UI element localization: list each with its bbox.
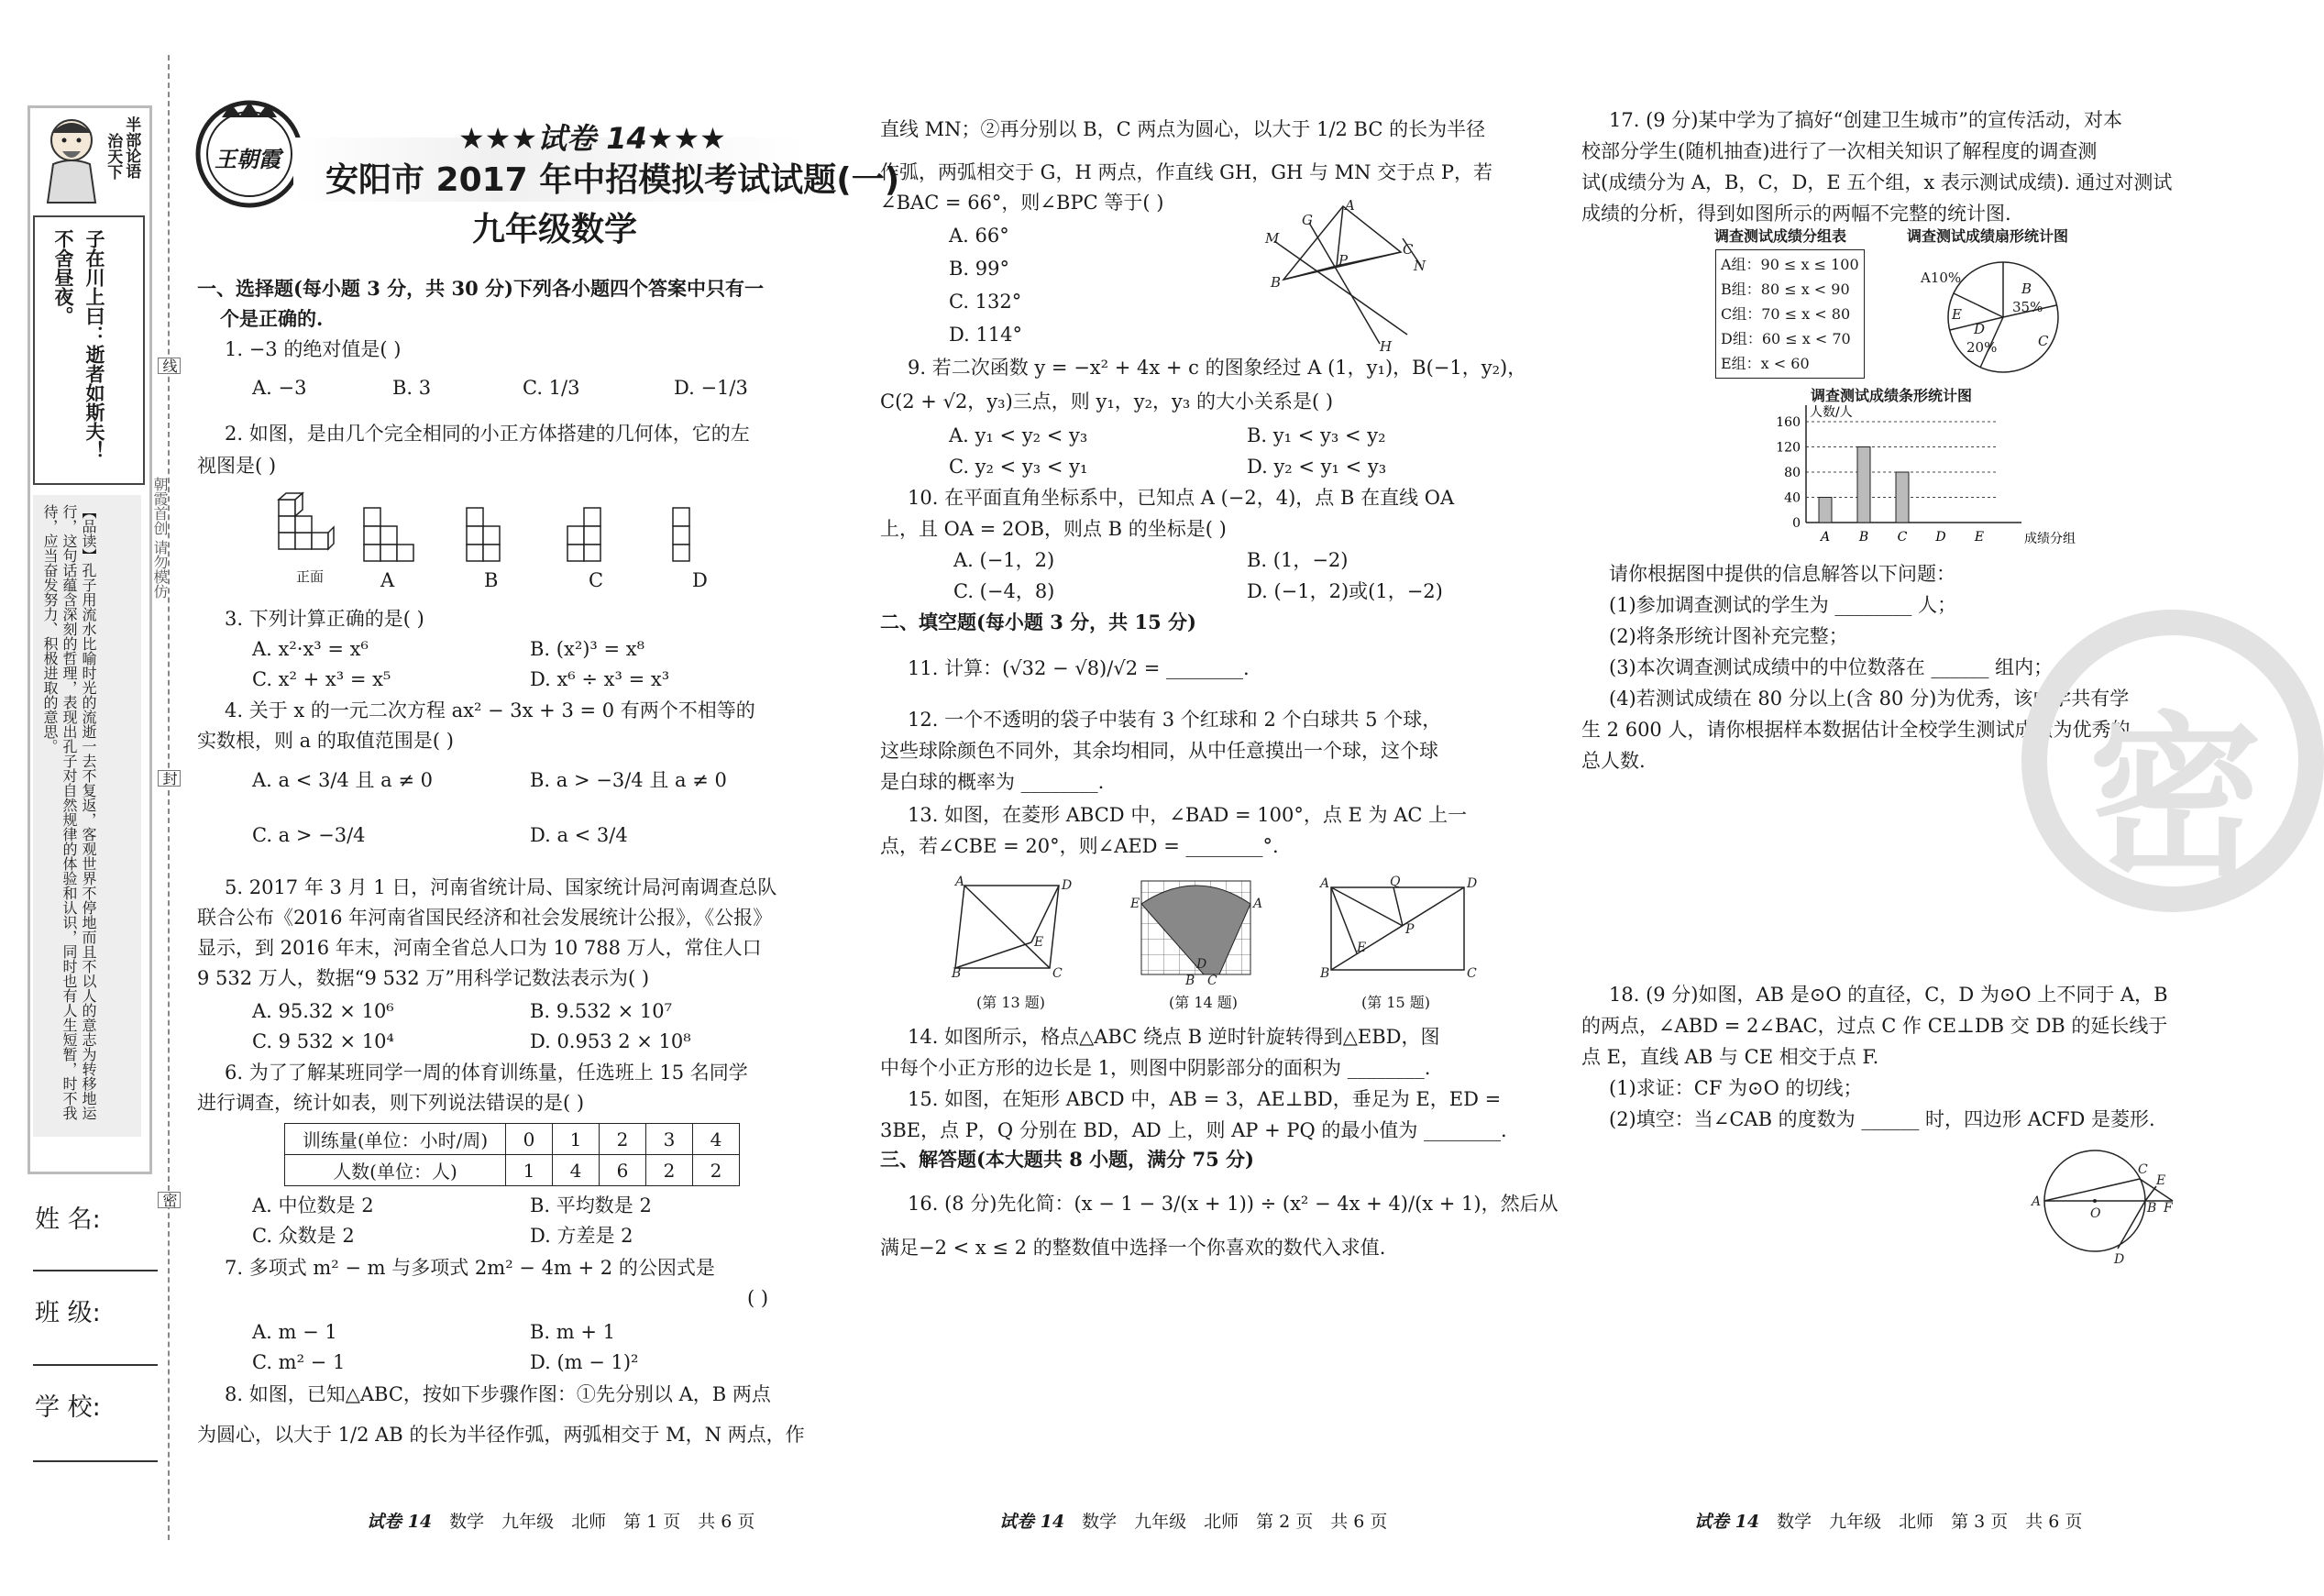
q5-opt-b: B. 9.532 × 10⁷ (530, 1000, 672, 1022)
q14-line2: 中每个小正方形的边长是 1，则图中阴影部分的面积为 ________. (880, 1057, 1431, 1079)
q11-text: 11. 计算：(√32 − √8)/√2 = ________. (908, 657, 1250, 679)
footer-paper-no: 试卷 14 (367, 1512, 433, 1532)
q1-opt-a: A. −3 (252, 377, 307, 399)
section-3-heading: 三、解答题(本大题共 8 小题，满分 75 分) (880, 1148, 1254, 1171)
pie-label-a: A10% (1921, 270, 1962, 286)
q6-cell: 2 (600, 1124, 646, 1155)
q1-opt-b: B. 3 (392, 377, 432, 399)
q10-opt-a: A. (−1，2) (953, 549, 1055, 571)
svg-text:A: A (2032, 1194, 2042, 1209)
svg-text:Q: Q (1390, 875, 1401, 889)
footer-paper-no: 试卷 14 (1694, 1512, 1760, 1532)
footer-page-1 (367, 1508, 754, 1533)
pie-label-b-pct: 35% (2012, 299, 2043, 315)
watermark-text: 密 (2088, 697, 2263, 899)
q3-opt-b: B. (x²)³ = x⁸ (530, 638, 645, 660)
footer-page-2 (999, 1508, 1387, 1533)
q2-label-c: C (589, 569, 604, 591)
section-2-heading: 二、填空题(每小题 3 分，共 15 分) (880, 611, 1196, 633)
group-table (1715, 249, 1865, 379)
q2-label-a: A (380, 569, 395, 591)
stars-left: ★★★ (458, 121, 538, 156)
svg-text:E: E (1130, 897, 1140, 911)
q2-option-d-figure (669, 506, 706, 567)
q2-text-cont: 视图是( ) (197, 455, 277, 477)
school-field[interactable] (33, 1460, 158, 1462)
q1-text: 1. −3 的绝对值是( ) (225, 338, 402, 360)
q6-cell: 3 (646, 1124, 693, 1155)
q5-line2: 联合公布《2016 年河南省国民经济和社会发展统计公报》，《公报》 (197, 907, 773, 929)
section-1-heading-cont: 个是正确的. (220, 307, 324, 330)
svg-text:E: E (2156, 1173, 2166, 1188)
q7-opt-b: B. m + 1 (530, 1321, 616, 1343)
q14-line1: 14. 如图所示，格点△ABC 绕点 B 逆时针旋转得到△EBD，图 (908, 1026, 1440, 1048)
seal-word-secret: 密 (158, 1192, 181, 1208)
bar-chart-title: 调查测试成绩条形统计图 (1811, 387, 1973, 404)
footer-text: 数学 九年级 北师 第 1 页 共 6 页 (449, 1512, 755, 1532)
paper-subtitle: 九年级数学 (472, 211, 638, 248)
q2-front-label: 正面 (296, 568, 325, 585)
pie-label-d-pct: 20% (1966, 339, 1998, 356)
q4-text: 4. 关于 x 的一元二次方程 ax² − 3x + 3 = 0 有两个不相等的 (225, 699, 755, 721)
q17-part4-line1: (4)若测试成绩在 80 分以上(含 80 分)为优秀，该中学共有学 (1609, 688, 2130, 710)
section-1-heading: 一、选择题(每小题 3 分，共 30 分)下列各小题四个答案中只有一 (197, 277, 764, 300)
q18-part2: (2)填空：当∠CAB 的度数为 ______ 时，四边形 ACFD 是菱形. (1609, 1108, 2155, 1130)
group-row: D组：60 ≤ x < 70 (1721, 330, 1851, 347)
q2-option-c-figure (564, 506, 619, 567)
q9-opt-b: B. y₁ < y₃ < y₂ (1247, 424, 1386, 446)
q6-cell: 1 (553, 1124, 600, 1155)
q8-line4: 作弧，两弧相交于 G，H 两点，作直线 GH，GH 与 MN 交于点 P，若 (880, 161, 1492, 183)
q6-opt-b: B. 平均数是 2 (530, 1194, 652, 1216)
paper-no-text: 试卷 14 (537, 121, 647, 156)
q16-line2: 满足−2 < x ≤ 2 的整数值中选择一个你喜欢的数代入求值. (880, 1237, 1386, 1259)
q15-line2: 3BE，点 P，Q 分别在 BD，AD 上，则 AP + PQ 的最小值为 ________. (880, 1119, 1507, 1141)
q15-figure (1320, 875, 1478, 983)
q17-prompt: 请你根据图中提供的信息解答以下问题： (1609, 563, 1955, 585)
q6-cell: 0 (506, 1124, 553, 1155)
svg-text:B: B (2147, 1201, 2157, 1216)
q4-opt-a: A. a < 3/4 且 a ≠ 0 (252, 769, 433, 791)
stars-right: ★★★ (646, 121, 726, 156)
pie-label-e: E (1952, 306, 1962, 323)
svg-text:A: A (1253, 897, 1263, 911)
brand-vertical: 朝霞首创 请勿模仿 (151, 477, 169, 600)
column-1 (193, 266, 825, 1485)
name-field[interactable] (33, 1270, 158, 1271)
q9-opt-a: A. y₁ < y₂ < y₃ (949, 424, 1088, 446)
x-tick-label: D (1935, 530, 1946, 545)
footer-text: 数学 九年级 北师 第 2 页 共 6 页 (1082, 1512, 1388, 1532)
q15-line1: 15. 如图，在矩形 ABCD 中，AB = 3，AE⊥BD，垂足为 E，ED = (908, 1088, 1502, 1110)
q2-label-b: B (484, 569, 499, 591)
q17-line1: 17. (9 分)某中学为了搞好“创建卫生城市”的宣传活动，对本 (1609, 109, 2122, 131)
q8-opt-b: B. 99° (949, 258, 1010, 280)
pie-chart-title: 调查测试成绩扇形统计图 (1907, 227, 2069, 245)
class-label: 班 级: (35, 1299, 101, 1327)
footer-page-3 (1694, 1508, 2082, 1533)
q17-part4-line2: 生 2 600 人，请你根据样本数据估计全校学生测试成绩为优秀的 (1581, 719, 2131, 741)
sidebar-label-2: 治天下 (104, 133, 123, 180)
q7-opt-c: C. m² − 1 (252, 1351, 346, 1373)
logo-text: 王朝霞 (215, 147, 281, 172)
q6-cell: 2 (646, 1155, 693, 1186)
q13-caption: (第 13 题) (976, 994, 1046, 1011)
q7-answer-bracket: ( ) (747, 1287, 769, 1309)
q1-opt-d: D. −1/3 (674, 377, 748, 399)
svg-text:N: N (1414, 258, 1426, 274)
q4-opt-c: C. a > −3/4 (252, 824, 366, 846)
q12-line2: 这些球除颜色不同外，其余均相同，从中任意摸出一个球，这个球 (880, 740, 1438, 762)
svg-text:E: E (1357, 941, 1367, 955)
q7-opt-d: D. (m − 1)² (530, 1351, 639, 1373)
footer-paper-no: 试卷 14 (999, 1512, 1065, 1532)
q9-opt-c: C. y₂ < y₃ < y₁ (949, 456, 1088, 478)
q5-line4: 9 532 万人，数据“9 532 万”用科学记数法表示为( ) (197, 967, 650, 989)
svg-text:M: M (1265, 230, 1280, 247)
footer-text: 数学 九年级 北师 第 3 页 共 6 页 (1777, 1512, 2083, 1532)
svg-text:G: G (1302, 212, 1313, 228)
q2-option-a-figure (360, 506, 415, 567)
binding-line (168, 55, 170, 1540)
y-tick-label: 120 (1776, 440, 1801, 456)
q2-text: 2. 如图，是由几个完全相同的小正方体搭建的几何体，它的左 (225, 423, 750, 445)
q6-cell: 2 (693, 1155, 740, 1186)
q16-line1: 16. (8 分)先化简：(x − 1 − 3/(x + 1)) ÷ (x² − 4x + 4)/(x + 1)，然后从 (908, 1193, 1559, 1215)
q6-opt-d: D. 方差是 2 (530, 1225, 633, 1247)
q6-cell: 1 (506, 1155, 553, 1186)
q6-table-row (285, 1155, 740, 1186)
q2-label-d: D (692, 569, 708, 591)
x-tick-label: C (1897, 530, 1908, 545)
q5-opt-a: A. 95.32 × 10⁶ (252, 1000, 394, 1022)
q3-text: 3. 下列计算正确的是( ) (225, 608, 424, 630)
svg-text:C: C (1052, 966, 1063, 981)
q15-caption: (第 15 题) (1361, 994, 1431, 1011)
q8-opt-d: D. 114° (949, 324, 1023, 346)
q8-line2: 为圆心，以大于 1/2 AB 的长为半径作弧，两弧相交于 M，N 两点，作 (197, 1424, 805, 1446)
paper-title: 安阳市 2017 年中招模拟考试试题(一) (325, 161, 900, 199)
group-row: B组：80 ≤ x < 90 (1721, 281, 1850, 298)
q6-line1: 6. 为了了解某班同学一周的体育训练量，任选班上 15 名同学 (225, 1062, 748, 1084)
svg-text:B: B (1320, 966, 1330, 981)
svg-text:D: D (2114, 1252, 2125, 1267)
svg-text:A: A (1320, 876, 1330, 891)
svg-text:D: D (1196, 957, 1207, 972)
school-label: 学 校: (35, 1393, 101, 1422)
y-tick-label: 80 (1784, 466, 1801, 480)
pie-label-b: B (2021, 281, 2032, 297)
q17-part1: (1)参加调查测试的学生为 ________ 人； (1609, 594, 1957, 616)
q17-line2: 校部分学生(随机抽查)进行了一次相关知识了解程度的调查测 (1581, 140, 2098, 162)
svg-text:E: E (1034, 935, 1044, 950)
q17-line3: 试(成绩分为 A，B，C，D，E 五个组，x 表示测试成绩). 通过对测试 (1581, 171, 2173, 193)
svg-text:B: B (952, 966, 962, 981)
q13-line1: 13. 如图，在菱形 ABCD 中，∠BAD = 100°，点 E 为 AC 上一 (908, 804, 1468, 826)
q13-line2: 点，若∠CBE = 20°，则∠AED = ________°. (880, 835, 1279, 857)
q7-line1: 7. 多项式 m² − m 与多项式 2m² − 4m + 2 的公因式是 (225, 1257, 715, 1279)
pie-label-d: D (1974, 321, 1986, 337)
q10-opt-c: C. (−4，8) (953, 580, 1055, 602)
bar-chart (1751, 405, 2076, 556)
svg-text:B: B (1185, 974, 1195, 988)
q4-text-cont: 实数根，则 a 的取值范围是( ) (197, 730, 454, 752)
q18-line1: 18. (9 分)如图，AB 是⊙O 的直径，C，D 为⊙O 上不同于 A，B (1609, 984, 2168, 1006)
column-2 (880, 110, 1559, 1485)
x-tick-label: B (1858, 530, 1869, 545)
watermark-seal (2021, 610, 2324, 912)
pie-label-c: C (2038, 333, 2049, 349)
q3-opt-a: A. x²·x³ = x⁶ (252, 638, 369, 660)
q8-line5: ∠BAC = 66°，则∠BPC 等于( ) (880, 192, 1164, 214)
seal-word-line: 线 (158, 358, 181, 374)
group-row: E组：x < 60 (1721, 355, 1810, 372)
q5-line1: 5. 2017 年 3 月 1 日，河南省统计局、国家统计局河南调查总队 (225, 876, 777, 898)
name-label: 姓 名: (35, 1205, 101, 1234)
q8-figure (1265, 197, 1430, 357)
svg-text:C: C (1403, 241, 1414, 258)
bar-a (1819, 498, 1832, 523)
q10-opt-b: B. (1，−2) (1247, 549, 1349, 571)
y-tick-label: 0 (1792, 516, 1801, 531)
comment-text: 【品读】孔子用流水比喻时光的流逝一去不复返，客观世界不停地而且不以人的意志为转移地运行，这句话蕴含深刻的哲理，表现出孔子对自然规律的体验和认识，同时也有人生短暂，时不我待，应当奋发努力、积极进取的意思。 (41, 504, 97, 1120)
group-row: A组：90 ≤ x ≤ 100 (1721, 256, 1859, 273)
q6-cell: 4 (693, 1124, 740, 1155)
pie-chart (1921, 255, 2086, 387)
q18-line3: 点 E，直线 AB 与 CE 相交于点 F. (1581, 1046, 1879, 1068)
paper-number (458, 116, 726, 158)
y-tick-label: 40 (1784, 490, 1801, 506)
q12-line1: 12. 一个不透明的袋子中装有 3 个红球和 2 个白球共 5 个球， (908, 709, 1442, 731)
q7-opt-a: A. m − 1 (252, 1321, 337, 1343)
q9-opt-d: D. y₂ < y₁ < y₃ (1247, 456, 1387, 478)
q6-cell: 训练量(单位：小时/周) (285, 1124, 506, 1155)
q17-line4: 成绩的分析，得到如图所示的两幅不完整的统计图. (1581, 203, 2011, 225)
x-tick-label: E (1974, 530, 1985, 545)
q9-line2: C(2 + √2，y₃)三点，则 y₁，y₂，y₃ 的大小关系是( ) (880, 391, 1334, 413)
q8-line3: 直线 MN；②再分别以 B，C 两点为圆心，以大于 1/2 BC 的长为半径 (880, 118, 1486, 140)
q1-opt-c: C. 1/3 (523, 377, 580, 399)
q3-opt-c: C. x² + x³ = x⁵ (252, 668, 391, 690)
q8-line1: 8. 如图，已知△ABC，按如下步骤作图：①先分别以 A，B 两点 (225, 1383, 771, 1405)
svg-text:B: B (1271, 274, 1282, 291)
q9-line1: 9. 若二次函数 y = −x² + 4x + c 的图象经过 A (1，y₁)，B(−1，y₂)， (908, 357, 1527, 379)
confucius-avatar (35, 113, 108, 204)
q6-line2: 进行调查，统计如表，则下列说法错误的是( ) (197, 1092, 585, 1114)
svg-text:H: H (1380, 338, 1393, 355)
q6-table (284, 1123, 740, 1186)
svg-text:A: A (955, 875, 965, 889)
svg-text:P: P (1405, 922, 1415, 937)
q8-opt-c: C. 132° (949, 291, 1022, 313)
q6-cell: 4 (553, 1155, 600, 1186)
sidebar-label-1: 半部论语 (122, 116, 141, 179)
q6-cell: 6 (600, 1155, 646, 1186)
q13-figure (952, 875, 1073, 983)
q2-solid-figure (273, 490, 337, 564)
q6-table-row (285, 1124, 740, 1155)
q5-opt-c: C. 9 532 × 10⁴ (252, 1030, 394, 1052)
svg-text:A: A (1345, 197, 1355, 214)
q3-opt-d: D. x⁶ ÷ x³ = x³ (530, 668, 670, 690)
group-table-title: 调查测试成绩分组表 (1714, 227, 1847, 245)
q5-line3: 显示，到 2016 年末，河南全省总人口为 10 788 万人，常住人口 (197, 937, 762, 959)
q6-cell: 人数(单位：人) (285, 1155, 506, 1186)
q17-part3: (3)本次调查测试成绩中的中位数落在 ______ 组内； (1609, 656, 2054, 678)
x-tick-label: A (1820, 530, 1831, 545)
bar-chart-svg (1751, 405, 2076, 552)
q4-opt-d: D. a < 3/4 (530, 824, 628, 846)
svg-text:P: P (1338, 252, 1349, 269)
sidebar (28, 105, 156, 1178)
svg-text:C: C (1207, 974, 1217, 988)
q18-part1: (1)求证：CF 为⊙O 的切线； (1609, 1077, 1863, 1099)
bar-b (1857, 447, 1870, 523)
q6-opt-c: C. 众数是 2 (252, 1225, 355, 1247)
bar-c (1896, 472, 1909, 523)
q18-line2: 的两点，∠ABD = 2∠BAC，过点 C 作 CE⊥DB 交 DB 的延长线于 (1581, 1015, 2168, 1037)
q18-figure (2026, 1146, 2182, 1269)
brand-logo (194, 99, 304, 209)
class-field[interactable] (33, 1364, 158, 1366)
q14-caption: (第 14 题) (1169, 994, 1239, 1011)
seal-word-seal: 封 (158, 770, 181, 787)
y-tick-label: 160 (1776, 415, 1801, 430)
svg-text:F: F (2164, 1201, 2173, 1216)
q17-part2: (2)将条形统计图补充完整； (1609, 625, 1848, 647)
svg-text:D: D (1467, 876, 1478, 891)
q14-figure (1132, 876, 1261, 990)
q12-line3: 是白球的概率为 ________. (880, 771, 1105, 793)
quote-text: 子在川上曰：逝者如斯夫！不舍昼夜。 (52, 229, 105, 460)
q4-opt-b: B. a > −3/4 且 a ≠ 0 (530, 769, 727, 791)
q10-line1: 10. 在平面直角坐标系中，已知点 A (−2，4)，点 B 在直线 OA (908, 487, 1455, 509)
svg-text:C: C (2138, 1162, 2148, 1177)
q6-opt-a: A. 中位数是 2 (252, 1194, 374, 1216)
q2-option-b-figure (463, 506, 518, 567)
x-axis-label: 成绩分组 (2024, 532, 2076, 546)
group-row: C组：70 ≤ x < 80 (1721, 305, 1851, 323)
svg-text:D: D (1062, 878, 1073, 893)
q17-part4-line3: 总人数. (1581, 750, 1646, 772)
q5-opt-d: D. 0.953 2 × 10⁸ (530, 1030, 691, 1052)
y-axis-label: 人数/人 (1810, 405, 1853, 420)
q10-line2: 上，且 OA = 2OB，则点 B 的坐标是( ) (880, 518, 1227, 540)
q10-opt-d: D. (−1，2)或(1，−2) (1247, 580, 1443, 602)
q8-opt-a: A. 66° (949, 225, 1009, 247)
svg-text:O: O (2090, 1206, 2101, 1221)
svg-text:C: C (1467, 966, 1477, 981)
